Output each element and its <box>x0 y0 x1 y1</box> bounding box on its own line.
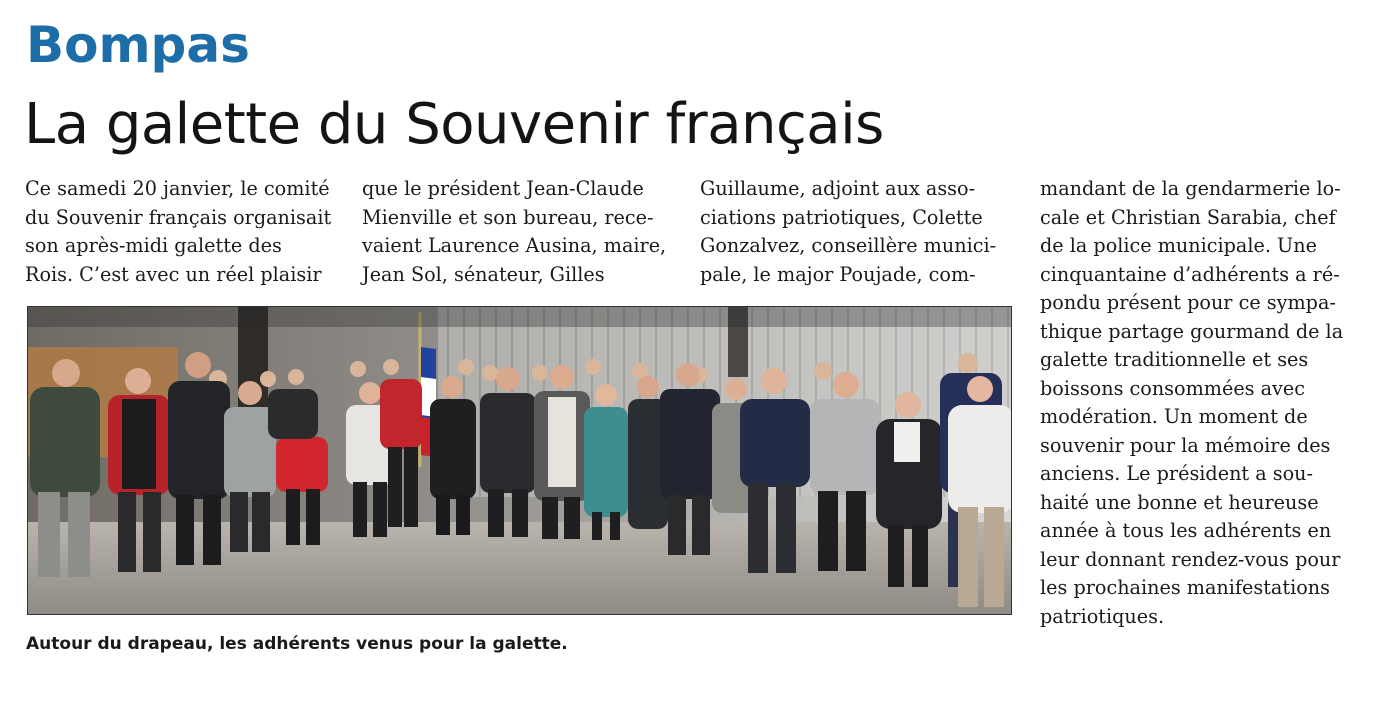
text-column-3 <box>700 175 1012 289</box>
text-line: thique partage gourmand de la <box>1040 319 1344 343</box>
text-line: anciens. Le président a sou- <box>1040 462 1314 485</box>
text-line: cinquantaine d’adhérents a ré- <box>1040 262 1340 286</box>
text-line: pale, le major Poujade, com- <box>700 262 976 286</box>
text-line: leur donnant rendez-vous pour <box>1040 547 1341 571</box>
group-photo <box>27 306 1012 615</box>
text-line: que le président Jean-Claude <box>362 177 644 200</box>
text-line: cale et Christian Sarabia, chef <box>1040 205 1336 229</box>
text-line: souvenir pour la mémoire des <box>1040 433 1331 457</box>
text-line: boissons consommées avec <box>1040 376 1305 400</box>
text-line: Jean Sol, sénateur, Gilles <box>362 262 605 286</box>
text-column-4 <box>1040 175 1352 631</box>
text-line: Rois. C’est avec un réel plaisir <box>25 262 322 286</box>
text-line: les prochaines manifestations <box>1040 576 1330 599</box>
text-line: ciations patriotiques, Colette <box>700 205 983 229</box>
text-line: son après-midi galette des <box>25 234 282 257</box>
text-line: galette traditionnelle et ses <box>1040 348 1309 371</box>
section-kicker: Bompas <box>26 16 250 74</box>
text-line: Guillaume, adjoint aux asso- <box>700 177 976 200</box>
text-line: Gonzalvez, conseillère munici- <box>700 234 997 257</box>
text-line: vaient Laurence Ausina, maire, <box>362 234 667 257</box>
text-line: patriotiques. <box>1040 604 1165 628</box>
text-line: mandant de la gendarmerie lo- <box>1040 177 1341 200</box>
text-line: Mienville et son bureau, rece- <box>362 205 654 229</box>
article-headline: La galette du Souvenir français <box>24 92 884 157</box>
photo-caption: Autour du drapeau, les adhérents venus pour la galette. <box>26 634 568 654</box>
text-line: année à tous les adhérents en <box>1040 519 1332 542</box>
text-line: pondu présent pour ce sympa- <box>1040 291 1336 314</box>
group-photo-illustration <box>28 307 1012 615</box>
text-column-2 <box>362 175 674 289</box>
text-column-1 <box>25 175 335 289</box>
text-line: Ce samedi 20 janvier, le comité <box>25 177 330 200</box>
text-line: modération. Un moment de <box>1040 405 1308 428</box>
text-line: de la police municipale. Une <box>1040 234 1317 257</box>
text-line: haité une bonne et heureuse <box>1040 490 1319 514</box>
text-line: du Souvenir français organisait <box>25 205 332 229</box>
